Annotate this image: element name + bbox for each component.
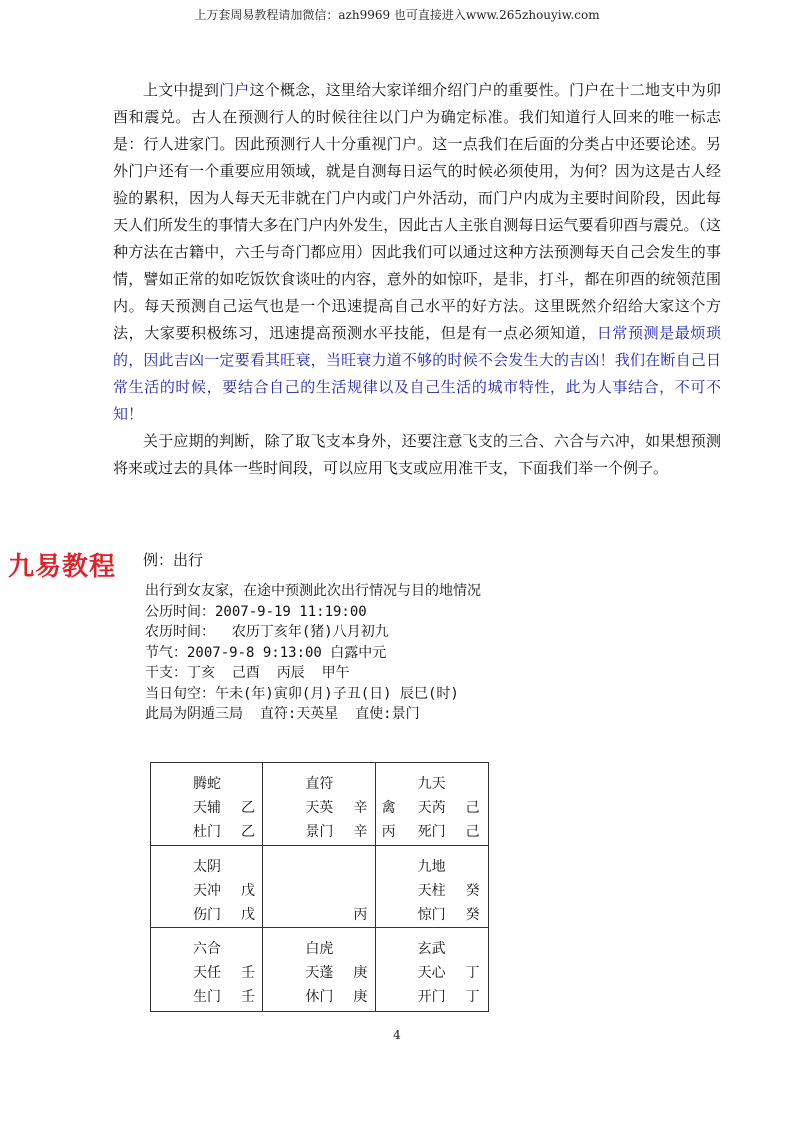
- watermark-logo: 九易教程: [8, 552, 117, 582]
- palace-cell: 直符 天英 辛 景门 辛: [263, 763, 375, 846]
- palace-cell: 六合 天任 壬 生门 壬: [151, 928, 263, 1011]
- example-label: 例：出行: [143, 551, 204, 569]
- info-line: 此局为阴遁三局 直符:天英星 直使:景门: [145, 706, 420, 722]
- palace-cell: 太阴 天冲 戊 伤门 戊: [151, 846, 263, 929]
- paragraph-doors: 上文中提到门户这个概念，这里给大家详细介绍门户的重要性。门户在十二地支中为卯酉和震兑。古人在预测行人的时候往往以门户为确定标准。我们知道行人回来的唯一标志是：行人进家门。因此预测行人十分重视门户。这一点我们在后面的分类占中还要论述。另外门户还有一个重要应用领域，就是自测每日运气的时候必须使用，为何？因为这是古人经验的累积，因为人每天无非就在门户内或门户外活动，而门户内成为主要时间阶段，因此每天人们所发生的事情大多在门户内外发生，因此古人主张自测每日运气要看卯酉与震兑。（这种方法在古籍中，六壬与奇门都应用）因此我们可以通过这种方法预测每天自己会发生的事情，譬如正常的如吃饭饮食谈吐的内容，意外的如惊吓，是非，打斗，都在卯酉的统领范围内。每天预测自己运气也是一个迅速提高自己水平的好方法。这里既然介绍给大家这个方法，大家要积极练习，迅速提高预测水平技能，但是有一点必须知道，日常预测是最烦琐的，因此吉凶一定要看其旺衰，当旺衰力道不够的时候不会发生大的吉凶！我们在断自己日常生活的时候，要结合自己的生活规律以及自己生活的城市特性，此为人事结合，不可不知！: [113, 81, 721, 423]
- doors-link[interactable]: 门户: [219, 81, 250, 99]
- emphasis-text: 日常预测是最烦琐的，因此吉凶一定要看其旺衰，当旺衰力道不够的时候不会发生大的吉凶！我们在断自己日常生活的时候，要结合自己的生活规律以及自己生活的城市特性，此为人事结合，不可不知！: [113, 324, 721, 423]
- palace-cell-center: 丙: [263, 846, 375, 929]
- body-text: [113, 77, 721, 482]
- info-line: 农历时间： 农历丁亥年(猪)八月初九: [145, 624, 389, 640]
- chart-info: [145, 581, 481, 725]
- qimen-chart-grid: [150, 762, 489, 1012]
- info-line: 公历时间：2007-9-19 11:19:00: [145, 603, 367, 620]
- palace-cell: 玄武 天心 丁 开门 丁: [417, 941, 480, 1006]
- palace-cell: 腾蛇 天辅 乙 杜门 乙: [151, 763, 263, 846]
- palace-cell: 九地 天柱 癸 惊门 癸: [376, 846, 488, 929]
- info-line: 出行到女友家，在途中预测此次出行情况与目的地情况: [145, 583, 481, 599]
- info-line: 干支：丁亥 己酉 丙辰 甲午: [145, 665, 350, 681]
- info-line: 当日旬空：午未(年)寅卯(月)子丑(日) 辰巳(时): [145, 685, 459, 702]
- palace-cell: 白虎 天蓬 庚 休门 庚: [263, 928, 375, 1011]
- page-number: 4: [393, 1028, 401, 1042]
- paragraph-timing: 关于应期的判断，除了取飞支本身外，还要注意飞支的三合、六合与六冲，如果想预测将来或过去的具体一些时间段，可以应用飞支或应用准干支，下面我们举一个例子。: [113, 432, 721, 477]
- palace-cell: 禽 丙 九天 天芮 己 死门 己: [376, 763, 488, 846]
- page-header: 上万套周易教程请加微信：azh9969 也可直接进入www.265zhouyiw.com: [194, 8, 600, 22]
- info-line: 节气：2007-9-8 9:13:00 白露中元: [145, 644, 387, 661]
